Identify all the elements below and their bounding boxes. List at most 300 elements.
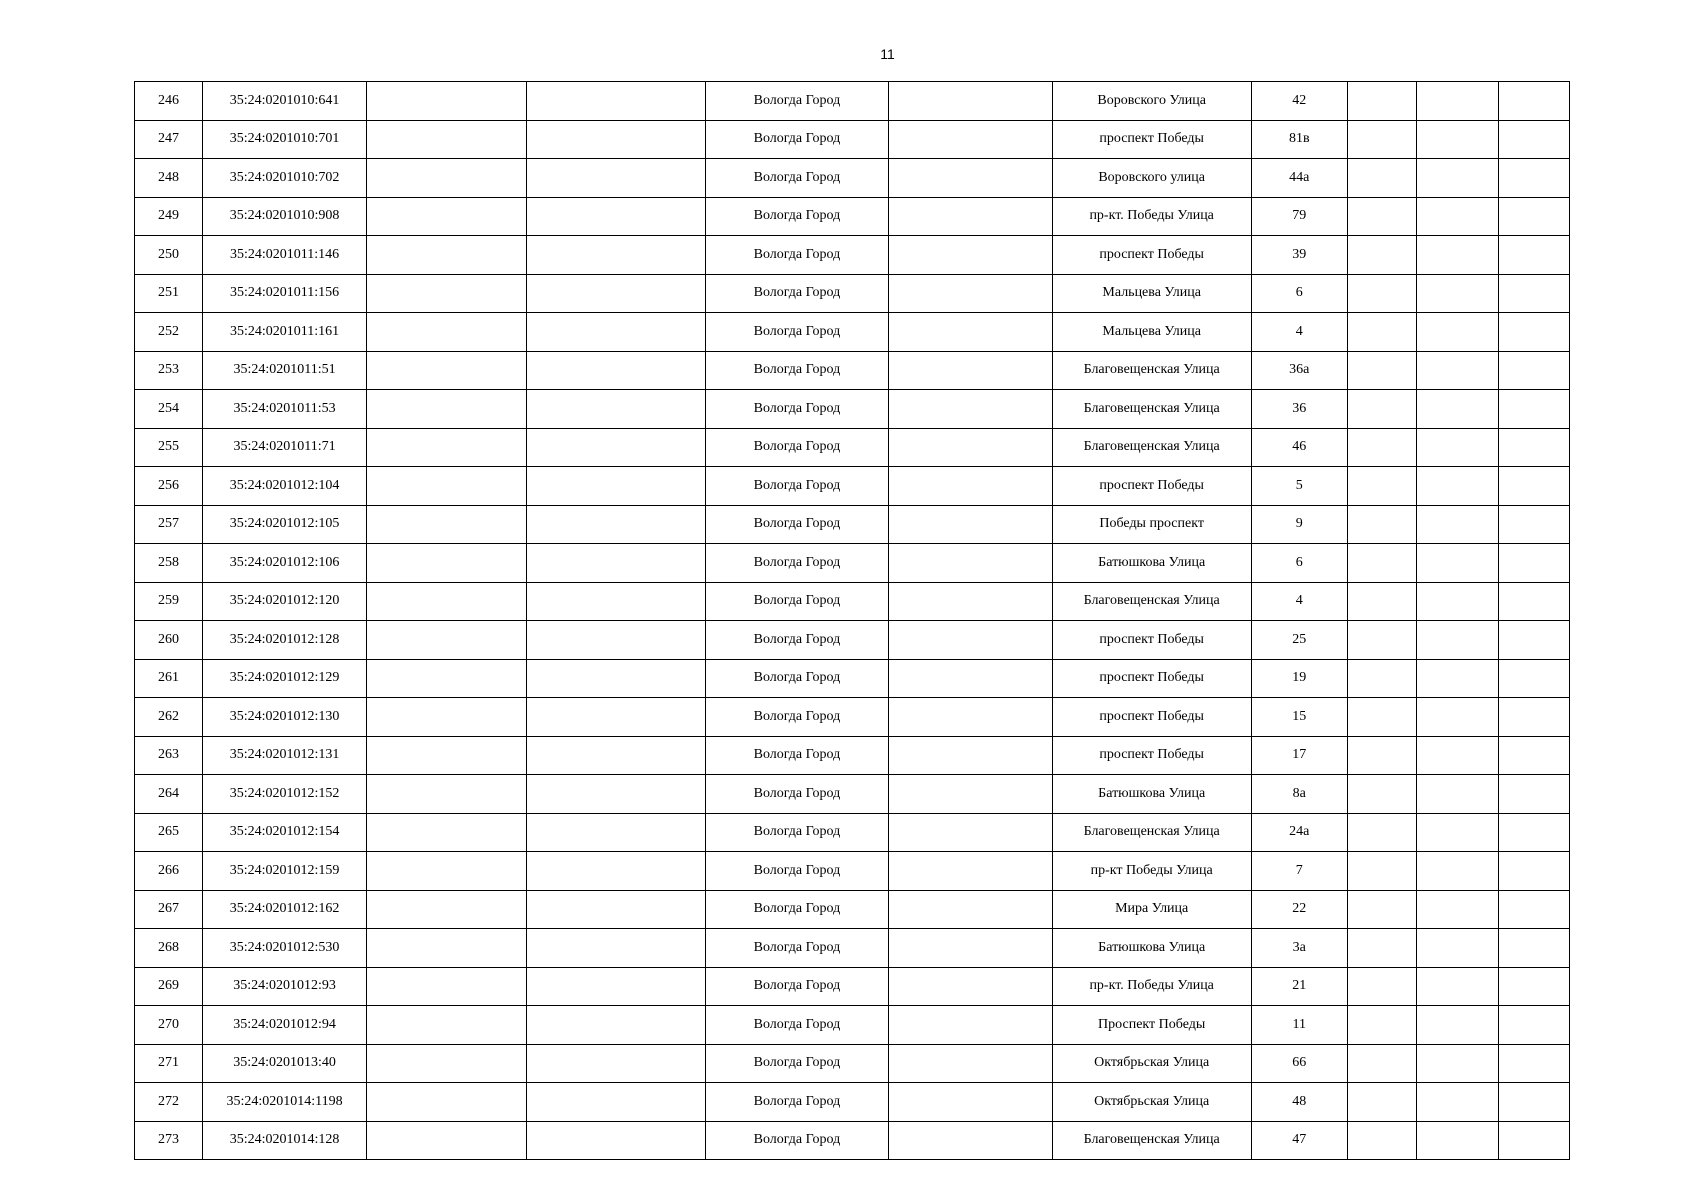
empty-cell [1498,890,1569,929]
locality-cell: Вологда Город [706,621,888,660]
house-number-cell: 3а [1251,929,1347,968]
empty-cell [1347,929,1416,968]
table-row [135,467,1570,506]
house-number-cell: 81в [1251,120,1347,159]
empty-cell [1498,621,1569,660]
empty-cell [1347,274,1416,313]
house-number-cell: 15 [1251,698,1347,737]
cadastral-number-cell: 35:24:0201012:93 [203,967,367,1006]
empty-cell [1498,120,1569,159]
empty-cell [1347,1006,1416,1045]
empty-cell [888,890,1052,929]
locality-cell: Вологда Город [706,929,888,968]
empty-cell [367,1083,527,1122]
empty-cell [1416,621,1498,660]
house-number-cell: 24а [1251,813,1347,852]
locality-cell: Вологда Город [706,1121,888,1160]
empty-cell [1498,544,1569,583]
row-number-cell: 267 [135,890,203,929]
house-number-cell: 42 [1251,82,1347,121]
empty-cell [367,120,527,159]
empty-cell [888,313,1052,352]
cadastral-number-cell: 35:24:0201014:1198 [203,1083,367,1122]
cadastral-number-cell: 35:24:0201012:530 [203,929,367,968]
property-register-table [134,81,1570,1160]
cadastral-number-cell: 35:24:0201010:641 [203,82,367,121]
table-row [135,1044,1570,1083]
empty-cell [888,929,1052,968]
empty-cell [1416,390,1498,429]
locality-cell: Вологда Город [706,852,888,891]
empty-cell [1416,197,1498,236]
cadastral-number-cell: 35:24:0201014:128 [203,1121,367,1160]
street-cell: проспект Победы [1052,236,1251,275]
row-number-cell: 259 [135,582,203,621]
empty-cell [527,890,706,929]
empty-cell [367,621,527,660]
row-number-cell: 252 [135,313,203,352]
street-cell: Октябрьская Улица [1052,1083,1251,1122]
empty-cell [1498,1083,1569,1122]
locality-cell: Вологда Город [706,197,888,236]
row-number-cell: 271 [135,1044,203,1083]
cadastral-number-cell: 35:24:0201012:131 [203,736,367,775]
cadastral-number-cell: 35:24:0201011:156 [203,274,367,313]
table-row [135,1121,1570,1160]
empty-cell [527,428,706,467]
empty-cell [1347,467,1416,506]
street-cell: Благовещенская Улица [1052,428,1251,467]
empty-cell [367,544,527,583]
empty-cell [527,813,706,852]
street-cell: пр-кт Победы Улица [1052,852,1251,891]
locality-cell: Вологда Город [706,736,888,775]
empty-cell [527,120,706,159]
empty-cell [367,852,527,891]
empty-cell [1347,852,1416,891]
empty-cell [527,775,706,814]
empty-cell [367,582,527,621]
empty-cell [527,236,706,275]
locality-cell: Вологда Город [706,659,888,698]
empty-cell [1347,1083,1416,1122]
row-number-cell: 258 [135,544,203,583]
empty-cell [1416,82,1498,121]
street-cell: Батюшкова Улица [1052,929,1251,968]
street-cell: Октябрьская Улица [1052,1044,1251,1083]
empty-cell [888,82,1052,121]
row-number-cell: 272 [135,1083,203,1122]
row-number-cell: 251 [135,274,203,313]
locality-cell: Вологда Город [706,967,888,1006]
house-number-cell: 66 [1251,1044,1347,1083]
empty-cell [1416,736,1498,775]
locality-cell: Вологда Город [706,467,888,506]
empty-cell [367,236,527,275]
locality-cell: Вологда Город [706,698,888,737]
street-cell: Батюшкова Улица [1052,775,1251,814]
street-cell: Благовещенская Улица [1052,351,1251,390]
empty-cell [1416,505,1498,544]
cadastral-number-cell: 35:24:0201012:162 [203,890,367,929]
empty-cell [1416,659,1498,698]
empty-cell [1498,698,1569,737]
empty-cell [1347,159,1416,198]
empty-cell [1416,428,1498,467]
table-row [135,582,1570,621]
row-number-cell: 257 [135,505,203,544]
empty-cell [1498,1006,1569,1045]
empty-cell [888,775,1052,814]
empty-cell [1498,274,1569,313]
locality-cell: Вологда Город [706,351,888,390]
house-number-cell: 79 [1251,197,1347,236]
empty-cell [1416,1083,1498,1122]
empty-cell [1416,236,1498,275]
table-row [135,236,1570,275]
cadastral-number-cell: 35:24:0201011:161 [203,313,367,352]
row-number-cell: 261 [135,659,203,698]
cadastral-number-cell: 35:24:0201012:152 [203,775,367,814]
table-row [135,82,1570,121]
table-row [135,120,1570,159]
empty-cell [367,813,527,852]
empty-cell [888,621,1052,660]
house-number-cell: 17 [1251,736,1347,775]
street-cell: Мальцева Улица [1052,313,1251,352]
empty-cell [1498,967,1569,1006]
empty-cell [1498,159,1569,198]
empty-cell [1347,582,1416,621]
cadastral-number-cell: 35:24:0201013:40 [203,1044,367,1083]
table-row [135,428,1570,467]
empty-cell [1498,197,1569,236]
empty-cell [888,197,1052,236]
empty-cell [527,967,706,1006]
empty-cell [888,505,1052,544]
locality-cell: Вологда Город [706,890,888,929]
empty-cell [888,428,1052,467]
cadastral-number-cell: 35:24:0201011:71 [203,428,367,467]
empty-cell [888,1083,1052,1122]
cadastral-number-cell: 35:24:0201012:159 [203,852,367,891]
empty-cell [1498,82,1569,121]
empty-cell [1347,544,1416,583]
empty-cell [888,813,1052,852]
empty-cell [1347,1044,1416,1083]
empty-cell [888,236,1052,275]
empty-cell [1498,505,1569,544]
house-number-cell: 7 [1251,852,1347,891]
empty-cell [367,775,527,814]
empty-cell [1347,659,1416,698]
empty-cell [367,467,527,506]
table-row [135,544,1570,583]
empty-cell [1347,813,1416,852]
row-number-cell: 248 [135,159,203,198]
table-row [135,1006,1570,1045]
empty-cell [527,82,706,121]
house-number-cell: 6 [1251,274,1347,313]
row-number-cell: 268 [135,929,203,968]
empty-cell [367,890,527,929]
empty-cell [1416,582,1498,621]
cadastral-number-cell: 35:24:0201012:154 [203,813,367,852]
row-number-cell: 273 [135,1121,203,1160]
street-cell: Благовещенская Улица [1052,1121,1251,1160]
empty-cell [1347,313,1416,352]
street-cell: Благовещенская Улица [1052,813,1251,852]
empty-cell [527,582,706,621]
table-row [135,505,1570,544]
empty-cell [1347,890,1416,929]
house-number-cell: 9 [1251,505,1347,544]
empty-cell [1498,659,1569,698]
cadastral-number-cell: 35:24:0201012:106 [203,544,367,583]
empty-cell [367,929,527,968]
empty-cell [1498,775,1569,814]
row-number-cell: 247 [135,120,203,159]
empty-cell [527,274,706,313]
locality-cell: Вологда Город [706,813,888,852]
empty-cell [527,159,706,198]
empty-cell [527,313,706,352]
empty-cell [527,1083,706,1122]
empty-cell [1416,159,1498,198]
empty-cell [888,274,1052,313]
house-number-cell: 5 [1251,467,1347,506]
table-body [135,82,1570,1160]
street-cell: проспект Победы [1052,621,1251,660]
empty-cell [527,1006,706,1045]
empty-cell [367,351,527,390]
empty-cell [888,159,1052,198]
empty-cell [1347,736,1416,775]
empty-cell [527,544,706,583]
table-row [135,698,1570,737]
cadastral-number-cell: 35:24:0201012:129 [203,659,367,698]
empty-cell [1416,775,1498,814]
cadastral-number-cell: 35:24:0201012:128 [203,621,367,660]
house-number-cell: 36а [1251,351,1347,390]
empty-cell [1416,351,1498,390]
street-cell: проспект Победы [1052,120,1251,159]
cadastral-number-cell: 35:24:0201012:120 [203,582,367,621]
street-cell: проспект Победы [1052,659,1251,698]
empty-cell [888,390,1052,429]
empty-cell [1347,390,1416,429]
empty-cell [1498,1121,1569,1160]
locality-cell: Вологда Город [706,544,888,583]
locality-cell: Вологда Город [706,1006,888,1045]
street-cell: проспект Победы [1052,698,1251,737]
cadastral-number-cell: 35:24:0201012:94 [203,1006,367,1045]
empty-cell [527,698,706,737]
table-row [135,813,1570,852]
table-row [135,929,1570,968]
cadastral-number-cell: 35:24:0201011:53 [203,390,367,429]
locality-cell: Вологда Город [706,274,888,313]
empty-cell [888,467,1052,506]
empty-cell [1498,313,1569,352]
empty-cell [1498,351,1569,390]
empty-cell [367,1044,527,1083]
empty-cell [1347,120,1416,159]
locality-cell: Вологда Город [706,428,888,467]
table-row [135,197,1570,236]
house-number-cell: 8а [1251,775,1347,814]
cadastral-number-cell: 35:24:0201010:701 [203,120,367,159]
street-cell: Благовещенская Улица [1052,582,1251,621]
table-row [135,621,1570,660]
street-cell: Благовещенская Улица [1052,390,1251,429]
empty-cell [1498,736,1569,775]
row-number-cell: 263 [135,736,203,775]
row-number-cell: 256 [135,467,203,506]
empty-cell [367,1006,527,1045]
street-cell: Воровского Улица [1052,82,1251,121]
empty-cell [367,197,527,236]
empty-cell [1416,274,1498,313]
empty-cell [1416,120,1498,159]
empty-cell [527,659,706,698]
empty-cell [1498,929,1569,968]
table-row [135,1083,1570,1122]
house-number-cell: 19 [1251,659,1347,698]
empty-cell [527,929,706,968]
empty-cell [367,1121,527,1160]
empty-cell [888,736,1052,775]
empty-cell [888,1121,1052,1160]
row-number-cell: 260 [135,621,203,660]
empty-cell [888,659,1052,698]
locality-cell: Вологда Город [706,390,888,429]
row-number-cell: 255 [135,428,203,467]
empty-cell [1416,890,1498,929]
empty-cell [888,967,1052,1006]
empty-cell [527,390,706,429]
empty-cell [367,967,527,1006]
empty-cell [1498,390,1569,429]
house-number-cell: 21 [1251,967,1347,1006]
empty-cell [367,736,527,775]
cadastral-number-cell: 35:24:0201011:51 [203,351,367,390]
locality-cell: Вологда Город [706,505,888,544]
empty-cell [1498,1044,1569,1083]
table-row [135,390,1570,429]
row-number-cell: 250 [135,236,203,275]
empty-cell [888,1044,1052,1083]
row-number-cell: 264 [135,775,203,814]
empty-cell [1416,1044,1498,1083]
empty-cell [1347,197,1416,236]
empty-cell [527,1121,706,1160]
street-cell: пр-кт. Победы Улица [1052,197,1251,236]
empty-cell [1347,967,1416,1006]
table-row [135,159,1570,198]
empty-cell [367,659,527,698]
empty-cell [888,698,1052,737]
empty-cell [367,159,527,198]
empty-cell [527,852,706,891]
house-number-cell: 47 [1251,1121,1347,1160]
table-row [135,852,1570,891]
locality-cell: Вологда Город [706,82,888,121]
empty-cell [888,852,1052,891]
row-number-cell: 266 [135,852,203,891]
empty-cell [367,390,527,429]
empty-cell [367,428,527,467]
house-number-cell: 44а [1251,159,1347,198]
locality-cell: Вологда Город [706,313,888,352]
house-number-cell: 36 [1251,390,1347,429]
house-number-cell: 6 [1251,544,1347,583]
cadastral-number-cell: 35:24:0201010:908 [203,197,367,236]
empty-cell [1498,852,1569,891]
empty-cell [1416,313,1498,352]
empty-cell [1347,1121,1416,1160]
empty-cell [527,351,706,390]
cadastral-number-cell: 35:24:0201012:104 [203,467,367,506]
house-number-cell: 48 [1251,1083,1347,1122]
locality-cell: Вологда Город [706,236,888,275]
house-number-cell: 22 [1251,890,1347,929]
cadastral-number-cell: 35:24:0201011:146 [203,236,367,275]
table-row [135,775,1570,814]
street-cell: проспект Победы [1052,467,1251,506]
empty-cell [527,197,706,236]
empty-cell [1416,698,1498,737]
table-row [135,890,1570,929]
empty-cell [527,736,706,775]
empty-cell [1416,1006,1498,1045]
street-cell: Победы проспект [1052,505,1251,544]
locality-cell: Вологда Город [706,1083,888,1122]
empty-cell [1347,621,1416,660]
house-number-cell: 11 [1251,1006,1347,1045]
house-number-cell: 46 [1251,428,1347,467]
street-cell: Мира Улица [1052,890,1251,929]
page-number: 11 [880,46,895,62]
empty-cell [527,1044,706,1083]
empty-cell [1416,929,1498,968]
street-cell: Воровского улица [1052,159,1251,198]
house-number-cell: 25 [1251,621,1347,660]
empty-cell [1498,582,1569,621]
empty-cell [1347,428,1416,467]
row-number-cell: 249 [135,197,203,236]
street-cell: Мальцева Улица [1052,274,1251,313]
empty-cell [1416,1121,1498,1160]
street-cell: Проспект Победы [1052,1006,1251,1045]
empty-cell [527,505,706,544]
empty-cell [1416,813,1498,852]
row-number-cell: 262 [135,698,203,737]
empty-cell [1347,775,1416,814]
row-number-cell: 253 [135,351,203,390]
cadastral-number-cell: 35:24:0201012:130 [203,698,367,737]
cadastral-number-cell: 35:24:0201012:105 [203,505,367,544]
empty-cell [1416,967,1498,1006]
row-number-cell: 270 [135,1006,203,1045]
empty-cell [527,621,706,660]
house-number-cell: 39 [1251,236,1347,275]
empty-cell [888,120,1052,159]
table-row [135,659,1570,698]
row-number-cell: 265 [135,813,203,852]
row-number-cell: 254 [135,390,203,429]
empty-cell [1347,505,1416,544]
